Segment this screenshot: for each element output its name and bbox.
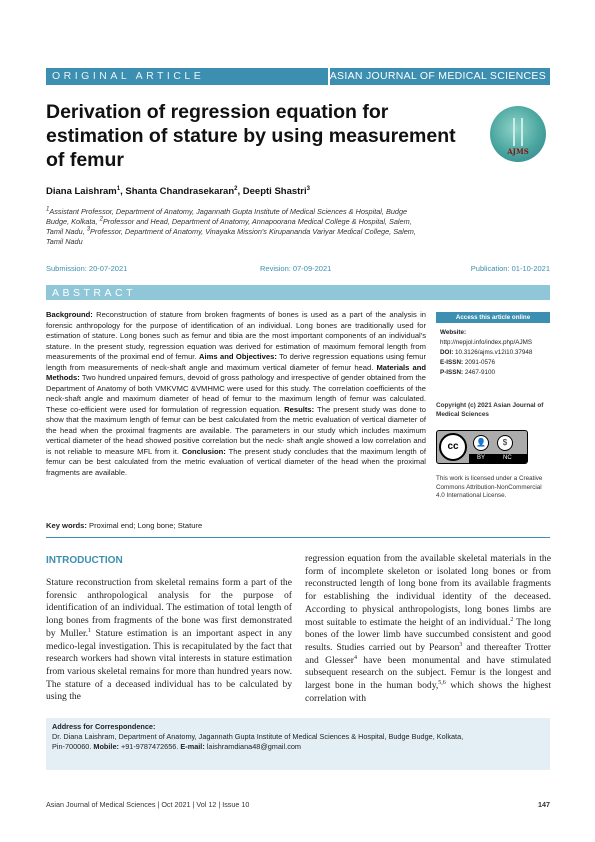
pissn-value: 2467-9100 bbox=[463, 369, 495, 376]
abstract-part: The present study concludes that the maximum length of femur can be best calculated from the metric evaluation of vertical diameter of the head when the proximal fragments are available. bbox=[46, 446, 426, 477]
correspondence-line: Dr. Diana Laishram, Department of Anatomy, Jagannath Gupta Institute of Medical Sciences & Hospital, Budge Budge, Kolkata, bbox=[52, 732, 464, 741]
license-text: This work is licensed under a Creative Commons Attribution-NonCommercial 4.0 International License. bbox=[436, 475, 543, 499]
publication-date: Publication: 01-10-2021 bbox=[470, 264, 550, 273]
pin-code: Pin-700060. bbox=[52, 742, 94, 751]
author-sup: 2 bbox=[234, 185, 238, 192]
body-text: The long bones of the lower limb have succumbed consistent and good results. Studies carried out by Pearson bbox=[305, 616, 551, 653]
eissn-label: E-ISSN: bbox=[440, 359, 464, 366]
logo-emblem bbox=[513, 118, 523, 146]
citation-sup: 3 bbox=[459, 641, 463, 648]
abstract-label: Materials and Methods: bbox=[46, 362, 426, 382]
website-label: Website: bbox=[440, 329, 467, 336]
citation-sup: 4 bbox=[353, 654, 357, 661]
author-name: Shanta Chandrasekaran bbox=[125, 186, 235, 197]
email-address[interactable]: laishramdiana48@gmail.com bbox=[204, 742, 301, 751]
body-text: and thereafter Trotter and Glesser bbox=[305, 641, 552, 666]
keywords-label: Key words: bbox=[46, 521, 87, 530]
pissn-label: P-ISSN: bbox=[440, 369, 464, 376]
affil-sup: 2 bbox=[99, 216, 103, 223]
abstract-label: Conclusion: bbox=[181, 446, 226, 456]
access-header: Access this article online bbox=[436, 312, 550, 323]
abstract-label: Results: bbox=[284, 404, 315, 414]
abstract-label: Background: bbox=[46, 310, 93, 319]
correspondence-heading: Address for Correspondence: bbox=[52, 722, 156, 731]
body-paragraph bbox=[46, 577, 292, 704]
revision-date: Revision: 07-09-2021 bbox=[260, 264, 332, 273]
introduction-heading: INTRODUCTION bbox=[46, 555, 123, 566]
body-paragraph bbox=[305, 553, 551, 705]
abstract-part: Reconstruction of stature from broken fragments of bones is used as a part of the analysis in forensic anthropology for the purpose of identification of an individual. Long bones are traditionally used for estimation of stature. Long bones such as femur and tibia are the most important components of an individual's stature. In the present study, regression equation was derived for estimation of maximum femoral length from measurements of the proximal end of femur. bbox=[46, 310, 426, 361]
cc-license-badge[interactable] bbox=[436, 430, 528, 464]
author-list: Diana Laishram$^1$, Shanta Chandrasekaran$^2$, Deepti Shastri$^3$ bbox=[46, 185, 310, 197]
citation-sup: 1 bbox=[88, 627, 92, 634]
keywords bbox=[46, 521, 426, 530]
article-dates bbox=[46, 264, 550, 274]
affil-sup: 1 bbox=[46, 206, 50, 213]
noncommercial-icon: $ bbox=[497, 435, 513, 451]
citation-sup: 2 bbox=[510, 616, 514, 623]
affil-text: Professor, Department of Anatomy, Vinayaka Mission's Kirupananda Variyar Medical College, Salem, Tamil Nadu bbox=[46, 227, 416, 246]
creative-commons-icon: cc bbox=[439, 433, 467, 461]
abstract-part: To derive regression equations using femur length from measurements of neck-shaft angle and maximum vertical diameter of femur head. bbox=[46, 352, 426, 372]
page-number: 147 bbox=[538, 800, 550, 809]
mobile-label: Mobile: bbox=[93, 742, 119, 751]
doi-value[interactable]: 10.3126/ajms.v12i10.37948 bbox=[453, 349, 533, 356]
affil-text: Professor and Head, Department of Anatomy, Annapoorana Medical College & Hospital, Salem, Tamil Nadu, bbox=[46, 217, 412, 236]
submission-date: Submission: 20-07-2021 bbox=[46, 264, 128, 273]
doi-label: DOI: bbox=[440, 349, 454, 356]
access-body bbox=[436, 323, 550, 383]
abstract-part: Two hundred unpaired femurs, devoid of gross pathology and irrespective of gender obtained from the Department of Anatomy of both VMKVMC &VMHMC were used for this study. The correlation coefficients of the neck-shaft angle and maximum diameter of head of femur to the maximum length of femur was calculated. These co-efficient were used for formulation of regression equation. bbox=[46, 373, 426, 414]
abstract-label: Aims and Objectives: bbox=[198, 352, 277, 361]
abstract-heading: ABSTRACT bbox=[52, 287, 137, 299]
abstract-text bbox=[46, 310, 426, 478]
citation-sup: 5,6 bbox=[438, 679, 446, 686]
affil-text: Assistant Professor, Department of Anatomy, Jagannath Gupta Institute of Medical Sciences & Hospital, Budge Budge, Kolkata, bbox=[46, 207, 408, 226]
website-link[interactable]: http://nepjol.info/index.php/AJMS bbox=[440, 339, 533, 346]
page-footer bbox=[46, 800, 550, 810]
eissn-value: 2091-0576 bbox=[463, 359, 495, 366]
article-type-bar bbox=[46, 68, 550, 85]
keywords-text: Proximal end; Long bone; Stature bbox=[86, 521, 203, 530]
author-sup: 3 bbox=[306, 185, 310, 192]
mobile-number: +91-9787472656. bbox=[118, 742, 181, 751]
body-column-left bbox=[46, 577, 292, 704]
footer-citation: Asian Journal of Medical Sciences | Oct 2021 | Vol 12 | Issue 10 bbox=[46, 800, 250, 809]
body-text: which shows the highest correlation with bbox=[305, 680, 551, 704]
cc-by-label: BY bbox=[477, 455, 486, 461]
correspondence-contact bbox=[52, 742, 544, 752]
author-sup: 1 bbox=[116, 185, 121, 192]
affil-sup: 3 bbox=[86, 226, 91, 233]
journal-logo-icon bbox=[490, 106, 546, 162]
author-name: Deepti Shastri bbox=[242, 186, 307, 197]
attribution-icon: 👤 bbox=[473, 435, 489, 451]
email-label: E-mail: bbox=[180, 742, 205, 751]
body-text: Stature estimation is an important aspect in any medico-legal investigation. This is recapitulated by the fact that research workers had shown vital interests in stature estimation from various skeletal remains for more than hundred years now. The stature of a deceased individual has to be calculated by using the bbox=[46, 627, 292, 703]
correspondence-box bbox=[46, 718, 550, 770]
article-type-label: ORIGINAL ARTICLE bbox=[52, 70, 205, 82]
author-name: Diana Laishram bbox=[46, 186, 117, 197]
section-divider bbox=[46, 537, 550, 538]
article-title: Derivation of regression equation for estimation of stature by using measurement of femur bbox=[46, 101, 456, 171]
access-box bbox=[436, 312, 550, 383]
body-text: regression equation from the available skeletal materials in the form of incomplete skeleton or isolated long bones or from reconstructed length of long bone from its available fragments for establishing the individual identity of the deceased. According to physical anthropologists, long bones limbs are most suitable to estimate the height of an individual. bbox=[305, 553, 551, 628]
logo-text: AJMS bbox=[507, 147, 529, 156]
abstract-part: The present study was done to show that the maximum length of femur can be best calculated from the metric evaluation of vertical diameter of the head when the proximal fragments are available. The parameters in our study which includes maximum vertical diameter of the head showed positive correlation but the neck- shaft angle showed a low correlation and is not reliable to measure MFL from it. bbox=[46, 404, 426, 456]
body-column-right bbox=[305, 553, 551, 705]
abstract-heading-bar bbox=[46, 285, 550, 300]
journal-name: ASIAN JOURNAL OF MEDICAL SCIENCES bbox=[329, 70, 546, 82]
copyright-notice: Copyright (c) 2021 Asian Journal of Medical Sciences bbox=[436, 402, 544, 418]
body-text: Stature reconstruction from skeletal remains form a part of the forensic anthropological analysis for the purpose of identification of an individual. The estimation of total length of long bones from fragments of the bone was first demonstrated by Muller. bbox=[46, 577, 292, 639]
affiliations bbox=[46, 207, 426, 247]
cc-nc-label: NC bbox=[503, 455, 512, 461]
body-text: have been monumental and have stimulated subsequent research on the subject. Femur is the longest and largest bone in the human body, bbox=[305, 654, 551, 692]
cc-badge-strip bbox=[469, 454, 528, 463]
